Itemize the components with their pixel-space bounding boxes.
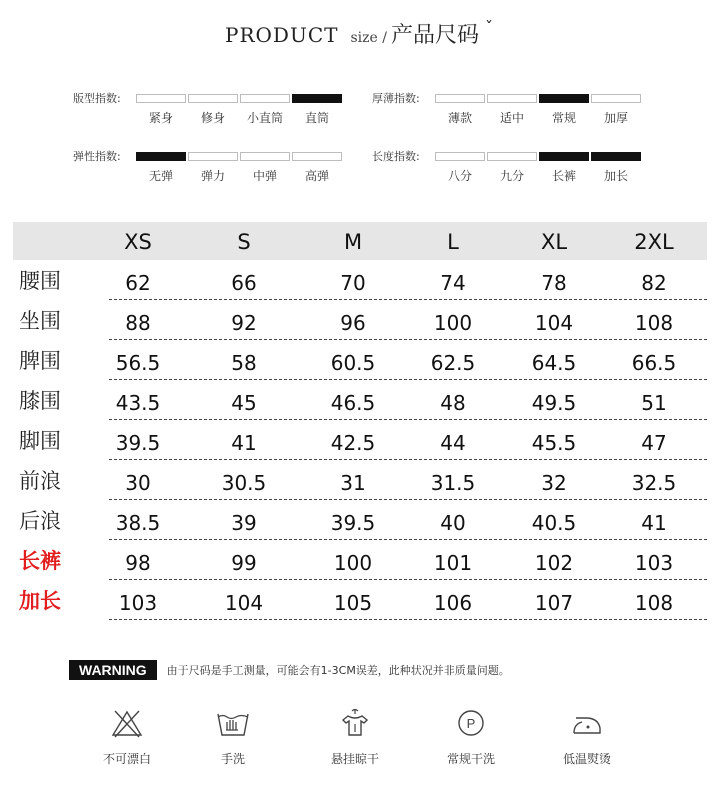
index-bar	[487, 152, 537, 161]
table-cell: 101	[433, 551, 473, 575]
table-row	[13, 382, 707, 422]
row-divider	[109, 379, 707, 380]
row-divider	[109, 419, 707, 420]
index-option	[240, 94, 290, 126]
index-option-label: 加厚	[603, 111, 628, 125]
column-header: L	[447, 230, 459, 254]
index-bar-active	[292, 94, 342, 103]
table-cell: 39	[231, 511, 257, 535]
row-divider	[109, 499, 707, 500]
table-cell: 66	[231, 271, 257, 295]
index-options	[136, 94, 344, 126]
dry-clean-icon	[454, 708, 488, 738]
index-option-label: 薄款	[447, 111, 472, 125]
index-option	[539, 94, 589, 126]
index-option-label: 无弹	[148, 169, 173, 183]
table-cell: 103	[118, 591, 158, 615]
table-cell: 70	[340, 271, 366, 295]
table-cell: 104	[224, 591, 264, 615]
column-header: S	[237, 230, 251, 254]
table-cell: 105	[333, 591, 373, 615]
table-cell: 48	[440, 391, 466, 415]
index-option	[240, 152, 290, 184]
care-dry-clean	[426, 708, 516, 767]
svg-text:P: P	[466, 716, 476, 731]
index-bar	[136, 94, 186, 103]
index-option	[591, 152, 641, 184]
table-cell: 100	[333, 551, 373, 575]
column-header: 2XL	[634, 230, 674, 254]
row-divider	[109, 299, 707, 300]
table-row	[13, 422, 707, 462]
table-cell: 32.5	[631, 471, 677, 495]
table-cell: 96	[340, 311, 366, 335]
hand-wash-icon	[215, 708, 251, 738]
table-row	[13, 582, 707, 622]
column-header: XL	[540, 230, 568, 254]
index-bar-active	[539, 152, 589, 161]
column-header: XS	[124, 230, 152, 254]
index-bar	[240, 152, 290, 161]
index-option	[487, 94, 537, 126]
low-iron-icon	[568, 708, 606, 738]
title-en: PRODUCT	[225, 23, 339, 47]
table-cell: 41	[231, 431, 257, 455]
care-label: 悬挂晾干	[330, 752, 379, 766]
caret-icon: ˇ	[484, 18, 493, 37]
table-cell: 100	[433, 311, 473, 335]
warning-notice	[69, 660, 510, 680]
index-option	[188, 152, 238, 184]
table-cell: 47	[641, 431, 667, 455]
care-hand-wash	[188, 708, 278, 767]
index-bar-active	[591, 152, 641, 161]
size-label: size /	[350, 30, 387, 46]
table-cell: 103	[634, 551, 674, 575]
row-label: 脾围	[19, 349, 61, 373]
table-cell: 58	[231, 351, 257, 375]
index-option-label: 高弹	[304, 169, 329, 183]
index-option	[136, 94, 186, 126]
index-option	[591, 94, 641, 126]
index-options	[435, 94, 643, 126]
index-label: 厚薄指数:	[372, 92, 420, 105]
row-label: 后浪	[19, 509, 61, 533]
row-label: 腰围	[19, 269, 61, 293]
index-option-label: 直筒	[304, 111, 329, 125]
table-row	[13, 342, 707, 382]
table-cell: 88	[125, 311, 151, 335]
title-zh: 产品尺码	[390, 23, 479, 48]
index-option-label: 紧身	[148, 111, 173, 125]
row-divider	[109, 539, 707, 540]
table-row	[13, 462, 707, 502]
table-cell: 45	[231, 391, 257, 415]
table-cell: 92	[231, 311, 257, 335]
table-cell: 30	[125, 471, 151, 495]
index-label: 长度指数:	[372, 150, 420, 163]
table-row	[13, 262, 707, 302]
index-bar	[188, 152, 238, 161]
table-row	[13, 542, 707, 582]
care-label: 低温熨烫	[562, 752, 611, 766]
index-option-label: 九分	[499, 169, 524, 183]
table-cell: 62	[125, 271, 151, 295]
table-cell: 104	[534, 311, 574, 335]
row-divider	[109, 339, 707, 340]
index-bar	[591, 94, 641, 103]
size-table	[13, 222, 707, 615]
hang-dry-icon	[338, 708, 372, 738]
table-cell: 102	[534, 551, 574, 575]
index-option	[435, 94, 485, 126]
row-label: 膝围	[19, 389, 61, 413]
row-label: 加长	[19, 589, 61, 613]
table-cell: 51	[641, 391, 667, 415]
table-cell: 38.5	[115, 511, 161, 535]
table-cell: 43.5	[115, 391, 161, 415]
table-cell: 46.5	[330, 391, 376, 415]
warning-text: 由于尺码是手工测量，可能会有1-3CM误差，此种状况并非质量问题。	[166, 664, 510, 677]
table-cell: 31.5	[430, 471, 476, 495]
row-label: 坐围	[19, 309, 61, 333]
table-cell: 108	[634, 311, 674, 335]
index-options	[435, 152, 643, 184]
row-divider	[109, 579, 707, 580]
table-cell: 44	[440, 431, 466, 455]
table-cell: 31	[340, 471, 366, 495]
no-bleach-icon	[110, 708, 144, 738]
care-low-iron	[542, 708, 632, 767]
care-label: 手洗	[220, 752, 245, 766]
table-row	[13, 502, 707, 542]
table-cell: 49.5	[531, 391, 577, 415]
index-label: 弹性指数:	[73, 150, 121, 163]
row-label: 脚围	[19, 429, 61, 453]
table-cell: 74	[440, 271, 466, 295]
table-cell: 39.5	[330, 511, 376, 535]
table-cell: 40	[440, 511, 466, 535]
table-row	[13, 302, 707, 342]
index-option	[136, 152, 186, 184]
index-bar	[487, 94, 537, 103]
table-cell: 66.5	[631, 351, 677, 375]
warning-badge: WARNING	[69, 660, 157, 680]
table-cell: 56.5	[115, 351, 161, 375]
index-bar-active	[136, 152, 186, 161]
index-bar-active	[539, 94, 589, 103]
index-option-label: 八分	[447, 169, 472, 183]
index-option	[539, 152, 589, 184]
index-option	[487, 152, 537, 184]
index-options	[136, 152, 344, 184]
row-label: 前浪	[19, 469, 61, 493]
table-cell: 39.5	[115, 431, 161, 455]
table-cell: 45.5	[531, 431, 577, 455]
table-cell: 30.5	[221, 471, 267, 495]
table-cell: 99	[231, 551, 257, 575]
table-cell: 106	[433, 591, 473, 615]
table-cell: 78	[541, 271, 567, 295]
table-cell: 108	[634, 591, 674, 615]
table-cell: 82	[641, 271, 667, 295]
table-cell: 60.5	[330, 351, 376, 375]
size-table-header	[13, 222, 707, 260]
table-cell: 40.5	[531, 511, 577, 535]
care-label: 不可漂白	[102, 752, 151, 766]
index-bar	[188, 94, 238, 103]
index-bar	[292, 152, 342, 161]
table-cell: 98	[125, 551, 151, 575]
page-header	[0, 18, 718, 49]
index-option-label: 常规	[551, 111, 576, 125]
index-label: 版型指数:	[73, 92, 121, 105]
index-option-label: 弹力	[200, 169, 225, 183]
table-cell: 41	[641, 511, 667, 535]
row-divider	[109, 459, 707, 460]
index-option	[188, 94, 238, 126]
care-hang-dry	[310, 708, 400, 767]
row-divider	[109, 619, 707, 620]
column-header: M	[343, 230, 363, 254]
index-option-label: 修身	[200, 111, 225, 125]
index-option-label: 适中	[499, 111, 524, 125]
index-option	[292, 94, 342, 126]
index-option-label: 中弹	[252, 169, 277, 183]
index-option	[292, 152, 342, 184]
index-option-label: 长裤	[551, 169, 576, 183]
row-label: 长裤	[19, 549, 61, 573]
index-bar	[435, 152, 485, 161]
table-cell: 62.5	[430, 351, 476, 375]
index-bar	[240, 94, 290, 103]
care-no-bleach	[82, 708, 172, 767]
table-cell: 32	[541, 471, 567, 495]
table-cell: 107	[534, 591, 574, 615]
care-label: 常规干洗	[446, 752, 495, 766]
table-cell: 64.5	[531, 351, 577, 375]
index-option-label: 加长	[603, 169, 628, 183]
index-option	[435, 152, 485, 184]
index-bar	[435, 94, 485, 103]
table-cell: 42.5	[330, 431, 376, 455]
index-option-label: 小直筒	[246, 111, 283, 125]
